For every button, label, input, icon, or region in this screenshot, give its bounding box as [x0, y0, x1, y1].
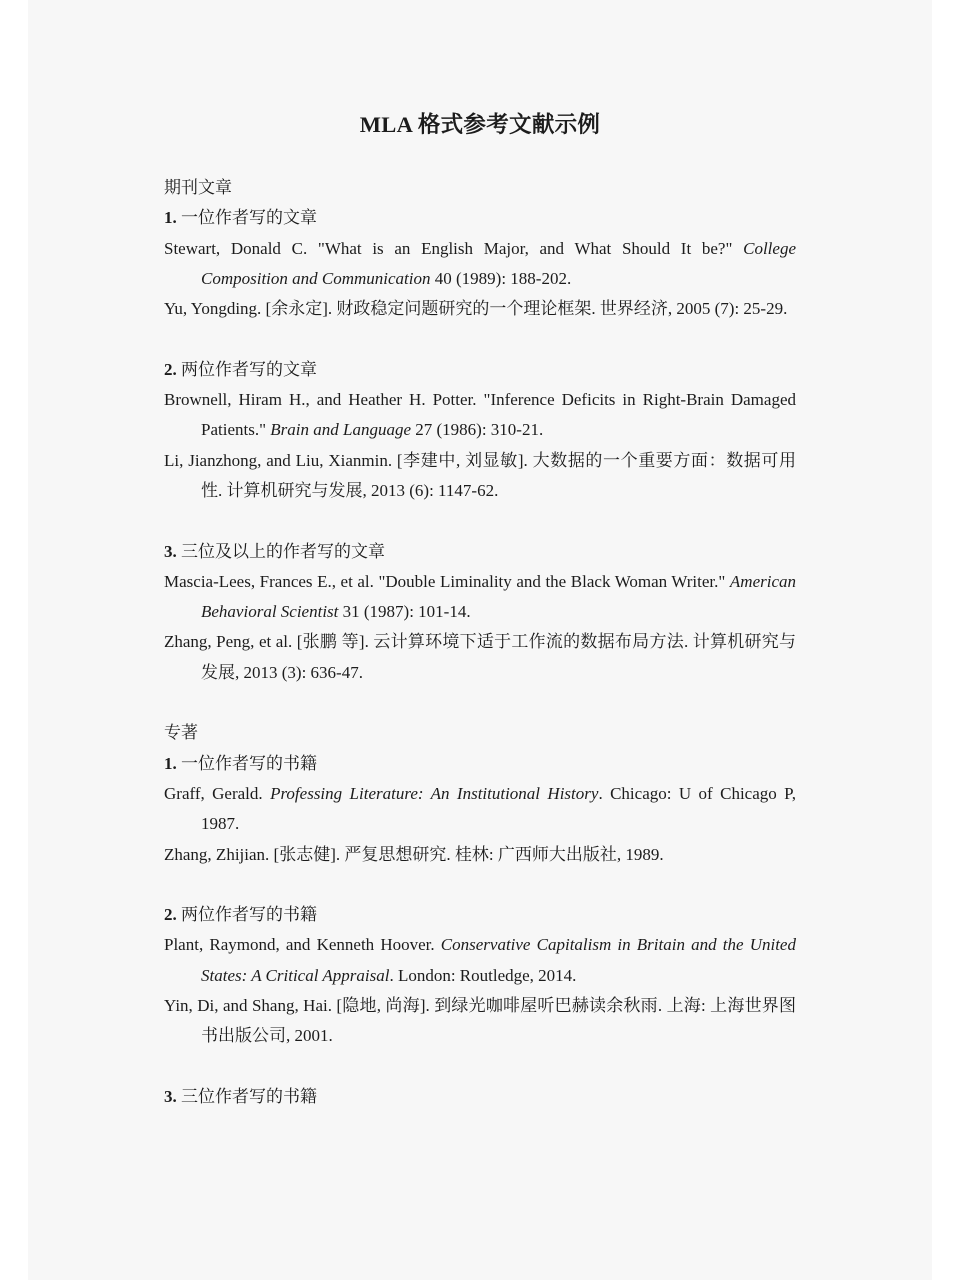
citation-details: . Chicago: U of Chicago P, 1987.	[201, 783, 796, 834]
citation-details: . London: Routledge, 2014.	[389, 965, 577, 985]
citation-source-title: Professing Literature: An Institutional History	[270, 783, 599, 803]
subheading-one-author-book	[164, 749, 796, 779]
citation-details: 40 (1989): 188-202.	[430, 268, 572, 288]
citation-text: Brownell, Hiram H., and Heather H. Potter. "Inference Deficits in Right-Brain Damaged Patients."	[164, 390, 796, 440]
citation-text: Yin, Di, and Shang, Hai. [隐地, 尚海]. 到绿光咖啡屋听巴赫读余秋雨. 上海: 上海世界图书出版公司, 2001.	[164, 996, 796, 1046]
citation-source-title: American Behavioral Scientist	[201, 571, 796, 622]
citation-entry	[164, 234, 796, 295]
citation-entry	[164, 446, 796, 507]
subheading-label: 三位及以上的作者写的文章	[181, 541, 385, 561]
citation-text: Zhang, Zhijian. [张志健]. 严复思想研究. 桂林: 广西师大出版社, 1989.	[164, 844, 664, 864]
section-heading-journal-articles: 期刊文章	[164, 178, 232, 197]
citation-text: Stewart, Donald C. "What is an English Major, and What Should It be?"	[164, 238, 744, 258]
citation-source-title: Brain and Language	[270, 420, 412, 440]
page-title: MLA 格式参考文献示例	[359, 112, 601, 137]
citation-entry	[164, 385, 796, 446]
citation-text: Zhang, Peng, et al. [张鹏 等]. 云计算环境下适于工作流的数据布局方法. 计算机研究与发展, 2013 (3): 636-47.	[164, 632, 796, 682]
citation-entry	[164, 930, 796, 991]
subheading-one-author-article	[164, 203, 796, 233]
citation-text: Plant, Raymond, and Kenneth Hoover.	[164, 935, 441, 955]
subheading-two-authors-book	[164, 900, 796, 930]
citation-entry	[164, 294, 796, 324]
citation-entry	[164, 567, 796, 628]
subheading-label: 三位作者写的书籍	[181, 1086, 317, 1106]
spacer	[164, 688, 796, 718]
spacer	[164, 870, 796, 900]
citation-source-title: Conservative Capitalism in Britain and the United States: A Critical Appraisal	[201, 935, 796, 985]
citation-entry	[164, 779, 796, 840]
citation-entry	[164, 991, 796, 1052]
citation-entry	[164, 840, 796, 870]
citation-source-title: College Composition and Communication	[201, 238, 796, 288]
citation-details: 31 (1987): 101-14.	[338, 602, 471, 622]
citation-text: Li, Jianzhong, and Liu, Xianmin. [李建中, 刘显敏]. 大数据的一个重要方面：数据可用性. 计算机研究与发展, 2013 (6): 1147-62.	[164, 450, 796, 500]
spacer	[164, 1052, 796, 1082]
citation-details: 27 (1986): 310-21.	[411, 420, 544, 440]
citation-entry	[164, 627, 796, 688]
section-heading-monographs: 专著	[164, 723, 198, 743]
subheading-label: 一位作者写的文章	[181, 208, 317, 228]
subheading-label: 两位作者写的文章	[181, 359, 317, 379]
subheading-number: 1.	[164, 753, 177, 773]
subheading-number: 3.	[164, 1086, 177, 1106]
subheading-number: 3.	[164, 541, 177, 561]
subheading-label: 两位作者写的书籍	[181, 905, 317, 925]
subheading-three-authors-book	[164, 1082, 796, 1112]
document-page	[28, 0, 932, 1280]
reference-list	[164, 173, 796, 1112]
citation-text: Mascia-Lees, Frances E., et al. "Double Liminality and the Black Woman Writer."	[164, 571, 730, 591]
subheading-number: 1.	[164, 208, 177, 228]
subheading-number: 2.	[164, 359, 177, 379]
spacer	[164, 506, 796, 536]
subheading-number: 2.	[164, 905, 177, 925]
citation-text: Graff, Gerald.	[164, 783, 271, 803]
subheading-label: 一位作者写的书籍	[181, 753, 317, 773]
citation-text: Yu, Yongding. [余永定]. 财政稳定问题研究的一个理论框架. 世界经济, 2005 (7): 25-29.	[164, 299, 788, 319]
subheading-three-plus-authors-article	[164, 537, 796, 567]
spacer	[164, 324, 796, 354]
subheading-two-authors-article	[164, 355, 796, 385]
